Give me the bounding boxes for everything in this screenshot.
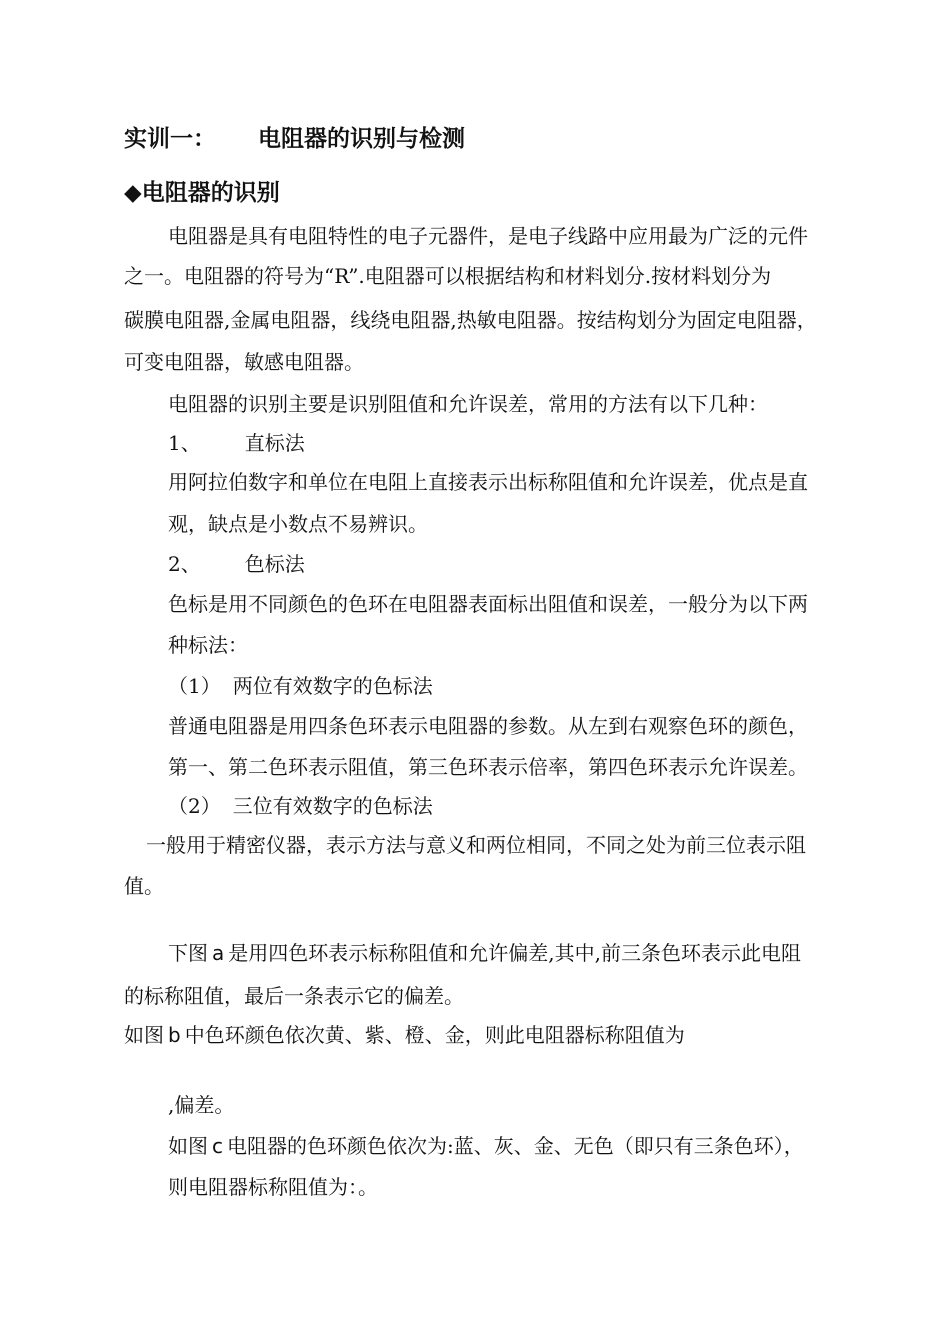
figure-c-post: 电阻器的色环颜色依次为:蓝、灰、金、无色（即只有三条色环）， [227, 1134, 804, 1158]
method-2-heading [168, 551, 305, 577]
figure-c-letter: c [212, 1134, 223, 1158]
figure-c-line-1 [168, 1133, 804, 1159]
title-text: 电阻器的识别与检测 [258, 126, 465, 152]
methods-line: 电阻器的识别主要是识别阻值和允许误差，常用的方法有以下几种： [168, 392, 768, 416]
page-title [124, 126, 465, 152]
sub-1-line-2: 第一、第二色环表示阻值，第三色环表示倍率，第四色环表示允许误差。 [168, 755, 808, 779]
intro-line-1: 电阻器是具有电阻特性的电子元器件，是电子线路中应用最为广泛的元件 [168, 224, 808, 248]
sub-1-number: （1） [168, 674, 221, 698]
sub-1-title: 两位有效数字的色标法 [232, 674, 433, 698]
section-heading-text: 电阻器的识别 [141, 180, 280, 206]
method-2-line-1: 色标是用不同颜色的色环在电阻器表面标出阻值和误差，一般分为以下两 [168, 592, 808, 616]
figure-c-pre: 如图 [168, 1134, 208, 1158]
method-1-number: 1、 [168, 431, 201, 455]
method-2-number: 2、 [168, 552, 201, 576]
sub-2-line-2: 值。 [124, 874, 164, 898]
figure-b-line-1 [124, 1022, 685, 1048]
figure-a-post: 是用四色环表示标称阻值和允许偏差,其中,前三条色环表示此电阻 [228, 941, 801, 965]
figure-a-letter: a [212, 941, 225, 965]
sub-1-line-1: 普通电阻器是用四条色环表示电阻器的参数。从左到右观察色环的颜色， [168, 714, 808, 738]
figure-a-pre: 下图 [168, 941, 208, 965]
figure-b-pre: 如图 [124, 1023, 164, 1047]
sub-2-line-1: 一般用于精密仪器，表示方法与意义和两位相同，不同之处为前三位表示阻 [146, 833, 806, 857]
sub-2-heading [168, 793, 433, 819]
figure-a-line-2: 的标称阻值，最后一条表示它的偏差。 [124, 984, 464, 1008]
method-1-line-1: 用阿拉伯数字和单位在电阻上直接表示出标称阻值和允许误差，优点是直 [168, 470, 808, 494]
section-heading [124, 180, 280, 206]
title-prefix: 实训一： [124, 126, 216, 152]
method-1-line-2: 观，缺点是小数点不易辨识。 [168, 512, 428, 536]
method-2-line-2: 种标法： [168, 633, 248, 657]
intro-line-4: 可变电阻器，敏感电阻器。 [124, 350, 364, 374]
figure-b-letter: b [168, 1023, 181, 1047]
method-1-title: 直标法 [244, 431, 305, 455]
intro-line-2: 之一。电阻器的符号为“R”.电阻器可以根据结构和材料划分.按材料划分为 [124, 264, 772, 288]
intro-line-3: 碳膜电阻器,金属电阻器，线绕电阻器,热敏电阻器。按结构划分为固定电阻器， [124, 308, 817, 332]
method-1-heading [168, 430, 305, 456]
figure-a-line-1 [168, 940, 801, 966]
method-2-title: 色标法 [244, 552, 305, 576]
sub-2-title: 三位有效数字的色标法 [232, 794, 433, 818]
figure-b-post: 中色环颜色依次黄、紫、橙、金，则此电阻器标称阻值为 [184, 1023, 685, 1047]
diamond-bullet-icon: ◆ [124, 180, 142, 206]
sub-1-heading [168, 673, 433, 699]
figure-c-line-2: 则电阻器标称阻值为：。 [168, 1175, 378, 1199]
sub-2-number: （2） [168, 794, 221, 818]
figure-b-line-2: ,偏差。 [168, 1093, 235, 1117]
